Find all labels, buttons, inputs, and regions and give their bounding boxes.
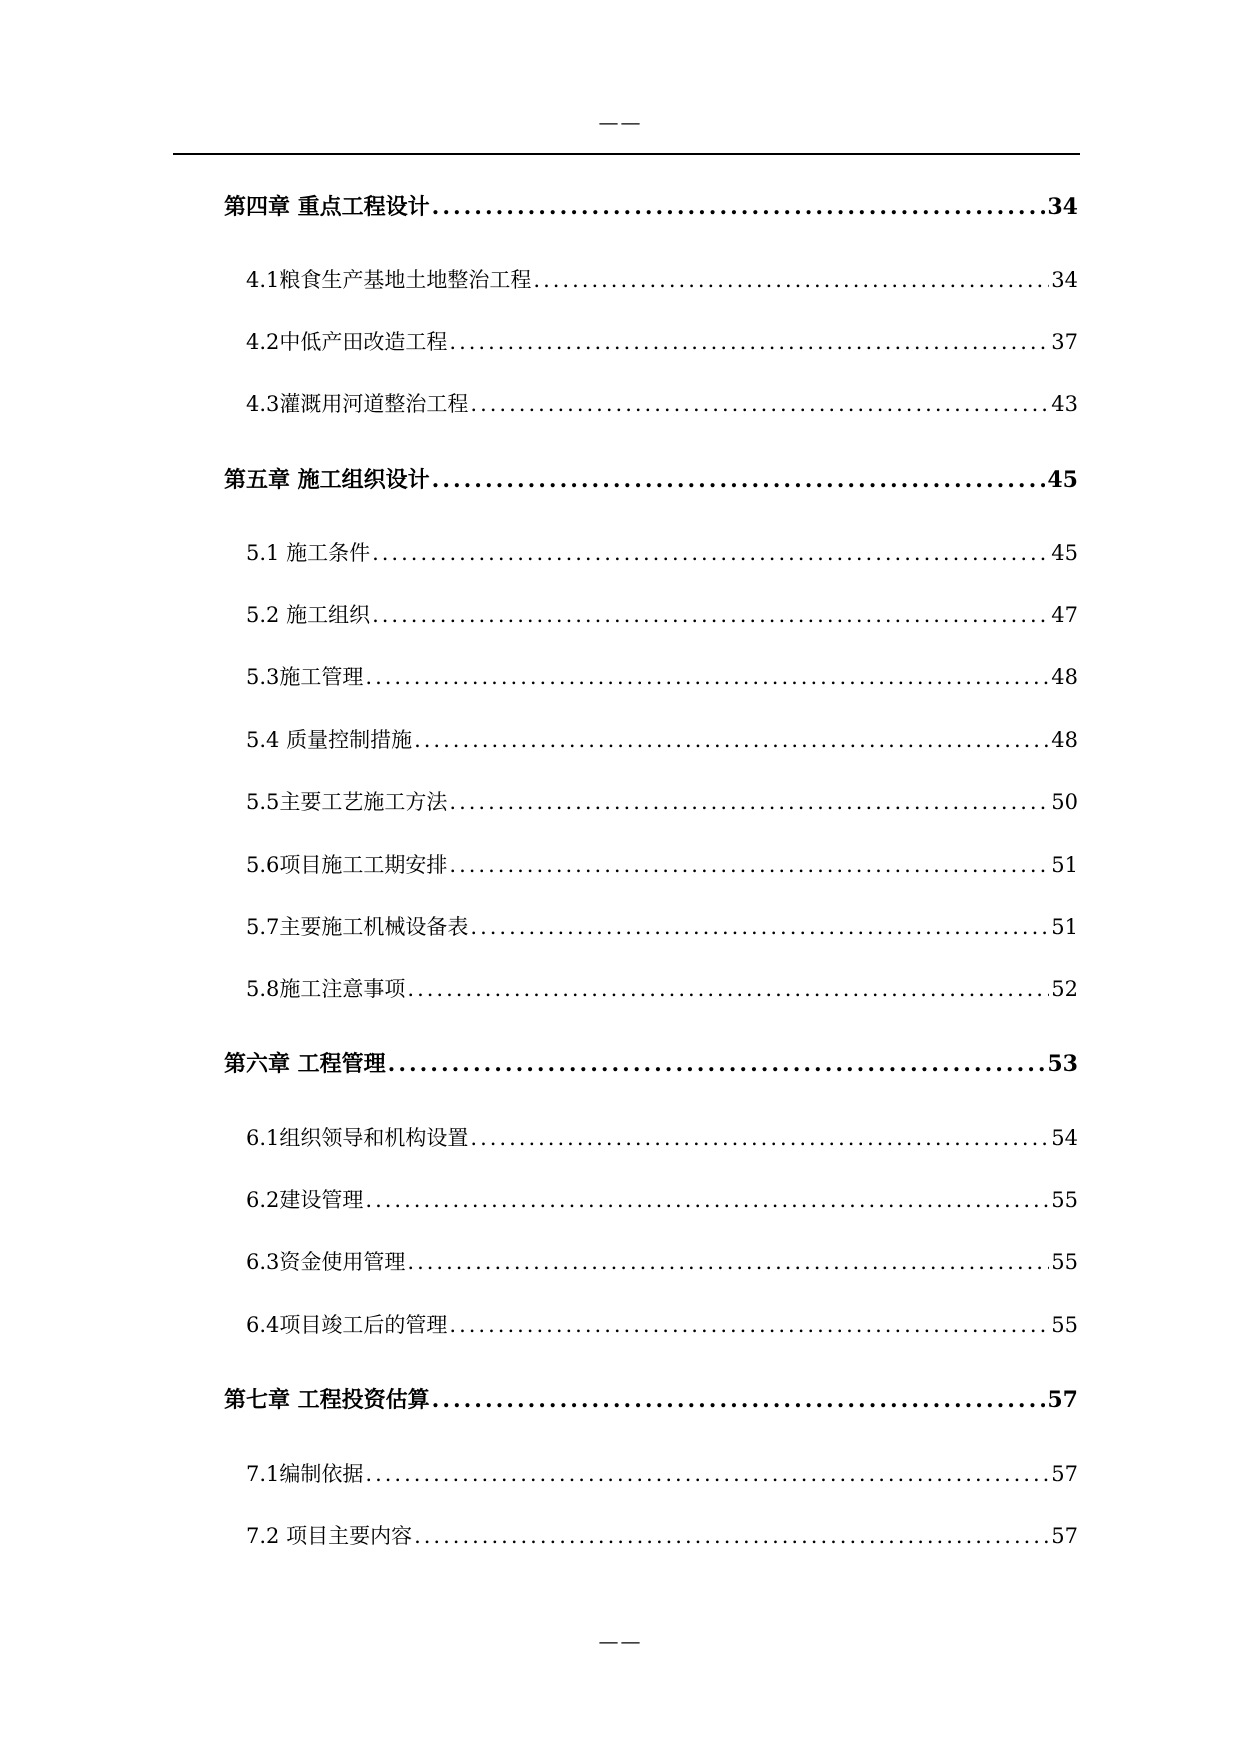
toc-page-number: 47: [1051, 603, 1078, 627]
toc-label: 5.6项目施工工期安排: [246, 853, 448, 877]
toc-leader-dots: [372, 598, 1049, 632]
toc-label: 第五章 施工组织设计: [224, 467, 430, 493]
toc-label: 6.4项目竣工后的管理: [246, 1313, 448, 1337]
toc-label: 5.3施工管理: [246, 665, 364, 689]
toc-label: 5.7主要施工机械设备表: [246, 915, 469, 939]
toc-section-6-4[interactable]: [246, 1308, 1078, 1342]
toc-page-number: 52: [1051, 977, 1078, 1001]
toc-label: 4.3灌溉用河道整治工程: [246, 392, 469, 416]
toc-label: 4.1粮食生产基地土地整治工程: [246, 268, 532, 292]
toc-leader-dots: [432, 190, 1046, 224]
toc-chapter-6[interactable]: [224, 1047, 1078, 1081]
toc-page-number: 34: [1051, 268, 1078, 292]
toc-section-5-1[interactable]: [246, 536, 1078, 570]
toc-page-number: 43: [1051, 392, 1078, 416]
toc-leader-dots: [449, 325, 1049, 359]
toc-section-5-2[interactable]: [246, 598, 1078, 632]
page-header-mark: ——: [598, 110, 643, 134]
toc-label: 4.2中低产田改造工程: [246, 330, 448, 354]
toc-section-6-1[interactable]: [246, 1121, 1078, 1155]
toc-page-number: 48: [1051, 728, 1078, 752]
toc-section-5-6[interactable]: [246, 848, 1078, 882]
toc-leader-dots: [533, 263, 1049, 297]
toc-page-number: 51: [1051, 853, 1078, 877]
toc-leader-dots: [470, 1121, 1049, 1155]
toc-label: 6.2建设管理: [246, 1188, 364, 1212]
toc-page-number: 57: [1051, 1462, 1078, 1486]
toc-leader-dots: [372, 536, 1049, 570]
toc-label: 7.2 项目主要内容: [246, 1524, 413, 1548]
toc-page-number: 55: [1051, 1250, 1078, 1274]
toc-section-4-1[interactable]: [246, 263, 1078, 297]
toc-label: 6.1组织领导和机构设置: [246, 1126, 469, 1150]
toc-leader-dots: [365, 1457, 1049, 1491]
toc-page-number: 51: [1051, 915, 1078, 939]
toc-page-number: 55: [1051, 1313, 1078, 1337]
toc-leader-dots: [407, 1245, 1049, 1279]
toc-section-6-3[interactable]: [246, 1245, 1078, 1279]
toc-page-number: 45: [1051, 541, 1078, 565]
toc-label: 5.1 施工条件: [246, 541, 371, 565]
page-footer-mark: ——: [598, 1629, 643, 1653]
toc-section-5-7[interactable]: [246, 910, 1078, 944]
toc-leader-dots: [414, 1519, 1049, 1553]
toc-page-number: 54: [1051, 1126, 1078, 1150]
toc-label: 5.2 施工组织: [246, 603, 371, 627]
toc-leader-dots: [414, 723, 1049, 757]
toc-section-7-1[interactable]: [246, 1457, 1078, 1491]
toc-section-5-8[interactable]: [246, 972, 1078, 1006]
toc-label: 5.4 质量控制措施: [246, 728, 413, 752]
toc-chapter-5[interactable]: [224, 463, 1078, 497]
toc-label: 5.5主要工艺施工方法: [246, 790, 448, 814]
toc-label: 第四章 重点工程设计: [224, 194, 430, 220]
toc-section-4-3[interactable]: [246, 387, 1078, 421]
toc-leader-dots: [432, 463, 1046, 497]
toc-page-number: 48: [1051, 665, 1078, 689]
toc-leader-dots: [365, 660, 1049, 694]
toc-leader-dots: [470, 387, 1049, 421]
toc-leader-dots: [449, 848, 1049, 882]
toc-page-number: 37: [1051, 330, 1078, 354]
toc-leader-dots: [470, 910, 1049, 944]
toc-label: 第六章 工程管理: [224, 1051, 386, 1077]
toc-leader-dots: [432, 1383, 1046, 1417]
toc-chapter-4[interactable]: [224, 190, 1078, 224]
toc-label: 6.3资金使用管理: [246, 1250, 406, 1274]
toc-page-number: 45: [1047, 467, 1078, 493]
toc-chapter-7[interactable]: [224, 1383, 1078, 1417]
toc-leader-dots: [449, 785, 1049, 819]
toc-page-number: 53: [1047, 1051, 1078, 1077]
toc-leader-dots: [407, 972, 1049, 1006]
toc-leader-dots: [449, 1308, 1049, 1342]
toc-section-7-2[interactable]: [246, 1519, 1078, 1553]
toc-section-4-2[interactable]: [246, 325, 1078, 359]
toc-label: 第七章 工程投资估算: [224, 1387, 430, 1413]
toc-page-number: 50: [1051, 790, 1078, 814]
header-rule: [173, 153, 1080, 155]
toc-section-5-4[interactable]: [246, 723, 1078, 757]
toc-page-number: 34: [1047, 194, 1078, 220]
toc-page-number: 57: [1047, 1387, 1078, 1413]
toc-label: 5.8施工注意事项: [246, 977, 406, 1001]
toc-leader-dots: [388, 1047, 1046, 1081]
toc-leader-dots: [365, 1183, 1049, 1217]
toc-page-number: 55: [1051, 1188, 1078, 1212]
toc-section-6-2[interactable]: [246, 1183, 1078, 1217]
toc-section-5-5[interactable]: [246, 785, 1078, 819]
toc-label: 7.1编制依据: [246, 1462, 364, 1486]
toc-page-number: 57: [1051, 1524, 1078, 1548]
toc-section-5-3[interactable]: [246, 660, 1078, 694]
